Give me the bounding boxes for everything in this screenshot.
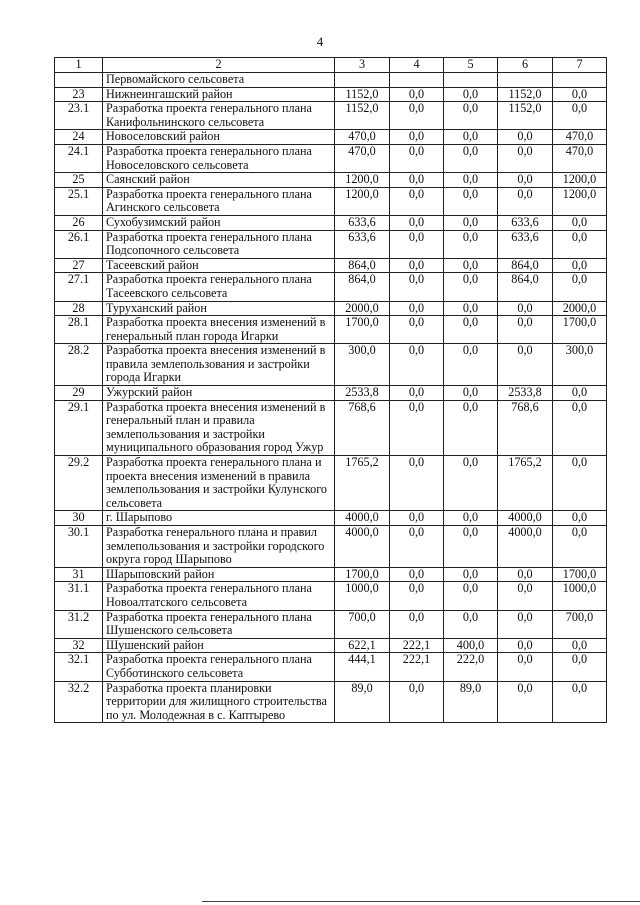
col-7-value: 1700,0 [553,316,607,344]
col-7-value: 0,0 [553,638,607,653]
row-number: 26.1 [55,230,103,258]
col-4-value: 0,0 [390,456,444,511]
col-3-value: 470,0 [335,130,390,145]
row-number: 25.1 [55,187,103,215]
col-4-value: 0,0 [390,511,444,526]
table-row [55,173,607,188]
col-4-value: 0,0 [390,301,444,316]
col-3-value: 864,0 [335,258,390,273]
col-3-value: 633,6 [335,215,390,230]
footer-rule [202,901,640,902]
header-col-2: 2 [103,58,335,73]
col-5-value: 0,0 [444,610,498,638]
col-5-value: 0,0 [444,273,498,301]
col-3-value: 2533,8 [335,386,390,401]
row-name: Разработка проекта генерального плана и проекта внесения изменений в правила землепользования и застройки Кулунского сельсовета [103,456,335,511]
table-row [55,215,607,230]
col-7-value: 1200,0 [553,187,607,215]
col-5-value: 222,0 [444,653,498,681]
row-number: 30 [55,511,103,526]
col-7-value: 300,0 [553,344,607,386]
col-5-value: 0,0 [444,144,498,172]
col-4-value: 0,0 [390,215,444,230]
col-4-value: 0,0 [390,258,444,273]
col-6-value: 2533,8 [498,386,553,401]
col-4-value: 222,1 [390,638,444,653]
col-5-value: 0,0 [444,130,498,145]
col-3-value: 300,0 [335,344,390,386]
row-number: 32.2 [55,681,103,723]
col-3-value: 1000,0 [335,582,390,610]
table-row [55,273,607,301]
col-7-value: 0,0 [553,456,607,511]
col-7-value: 700,0 [553,610,607,638]
col-6-value: 0,0 [498,582,553,610]
row-name: Новоселовский район [103,130,335,145]
col-7-value: 0,0 [553,102,607,130]
table-row [55,230,607,258]
table-row [55,73,607,88]
col-4-value: 0,0 [390,344,444,386]
row-name: Разработка проекта генерального плана Новоалтатского сельсовета [103,582,335,610]
row-name: Шарыповский район [103,567,335,582]
table-row [55,258,607,273]
col-7-value: 0,0 [553,526,607,568]
row-number: 24 [55,130,103,145]
row-number: 31.1 [55,582,103,610]
row-name: г. Шарыпово [103,511,335,526]
col-6-value: 864,0 [498,273,553,301]
row-name: Разработка проекта генерального плана Шушенского сельсовета [103,610,335,638]
col-4-value [390,73,444,88]
col-3-value: 633,6 [335,230,390,258]
col-7-value: 1200,0 [553,173,607,188]
col-7-value: 1700,0 [553,567,607,582]
row-number: 24.1 [55,144,103,172]
col-4-value: 0,0 [390,400,444,455]
table-row [55,456,607,511]
col-7-value: 470,0 [553,130,607,145]
col-6-value: 0,0 [498,567,553,582]
row-number: 31 [55,567,103,582]
row-number: 27.1 [55,273,103,301]
col-5-value: 0,0 [444,582,498,610]
table-row [55,400,607,455]
col-3-value: 1200,0 [335,173,390,188]
row-name: Сухобузимский район [103,215,335,230]
col-5-value: 0,0 [444,301,498,316]
col-3-value: 470,0 [335,144,390,172]
col-6-value: 864,0 [498,258,553,273]
row-number: 30.1 [55,526,103,568]
col-6-value: 4000,0 [498,511,553,526]
col-5-value: 0,0 [444,102,498,130]
col-3-value: 1765,2 [335,456,390,511]
row-name: Нижнеингашский район [103,87,335,102]
col-6-value: 1152,0 [498,87,553,102]
col-6-value [498,73,553,88]
col-7-value: 1000,0 [553,582,607,610]
col-6-value: 0,0 [498,638,553,653]
table-row [55,344,607,386]
col-5-value [444,73,498,88]
col-6-value: 4000,0 [498,526,553,568]
row-name: Разработка проекта генерального плана Тасеевского сельсовета [103,273,335,301]
col-5-value: 400,0 [444,638,498,653]
col-4-value: 0,0 [390,567,444,582]
row-number: 23 [55,87,103,102]
col-7-value: 0,0 [553,511,607,526]
row-name: Разработка проекта генерального плана Канифольнинского сельсовета [103,102,335,130]
row-number [55,73,103,88]
row-name: Разработка генерального плана и правил землепользования и застройки городского округа город Шарыпово [103,526,335,568]
col-3-value [335,73,390,88]
col-7-value [553,73,607,88]
col-5-value: 0,0 [444,567,498,582]
col-4-value: 222,1 [390,653,444,681]
col-5-value: 0,0 [444,511,498,526]
table-row [55,582,607,610]
header-col-1: 1 [55,58,103,73]
col-4-value: 0,0 [390,87,444,102]
col-6-value: 1152,0 [498,102,553,130]
table-row [55,638,607,653]
col-4-value: 0,0 [390,230,444,258]
col-3-value: 864,0 [335,273,390,301]
col-5-value: 0,0 [444,386,498,401]
row-number: 29 [55,386,103,401]
col-4-value: 0,0 [390,386,444,401]
row-name: Разработка проекта генерального плана Подсопочного сельсовета [103,230,335,258]
row-number: 31.2 [55,610,103,638]
row-number: 32.1 [55,653,103,681]
col-4-value: 0,0 [390,144,444,172]
row-name: Разработка проекта внесения изменений в правила землепользования и застройки города Игарки [103,344,335,386]
col-4-value: 0,0 [390,316,444,344]
col-6-value: 0,0 [498,144,553,172]
col-6-value: 0,0 [498,173,553,188]
row-name: Разработка проекта внесения изменений в генеральный план и правила землепользования и застройки муниципального образования город Ужур [103,400,335,455]
col-4-value: 0,0 [390,582,444,610]
col-5-value: 0,0 [444,215,498,230]
table-row [55,386,607,401]
table-row [55,130,607,145]
col-7-value: 0,0 [553,400,607,455]
col-5-value: 89,0 [444,681,498,723]
header-col-7: 7 [553,58,607,73]
row-number: 26 [55,215,103,230]
col-3-value: 1152,0 [335,87,390,102]
col-5-value: 0,0 [444,87,498,102]
table-row [55,653,607,681]
row-number: 28.2 [55,344,103,386]
header-col-5: 5 [444,58,498,73]
col-3-value: 1700,0 [335,567,390,582]
col-7-value: 2000,0 [553,301,607,316]
table-row [55,610,607,638]
col-3-value: 2000,0 [335,301,390,316]
row-name: Разработка проекта планировки территории для жилищного строительства по ул. Молодежная в с. Каптырево [103,681,335,723]
col-3-value: 1200,0 [335,187,390,215]
row-number: 29.1 [55,400,103,455]
col-3-value: 444,1 [335,653,390,681]
col-3-value: 1700,0 [335,316,390,344]
row-name: Туруханский район [103,301,335,316]
row-number: 25 [55,173,103,188]
col-7-value: 0,0 [553,386,607,401]
col-7-value: 0,0 [553,215,607,230]
col-5-value: 0,0 [444,230,498,258]
row-number: 28 [55,301,103,316]
row-name: Первомайского сельсовета [103,73,335,88]
col-7-value: 470,0 [553,144,607,172]
col-3-value: 622,1 [335,638,390,653]
col-4-value: 0,0 [390,130,444,145]
col-4-value: 0,0 [390,526,444,568]
table-row [55,102,607,130]
col-6-value: 0,0 [498,653,553,681]
col-4-value: 0,0 [390,173,444,188]
col-4-value: 0,0 [390,610,444,638]
row-name: Ужурский район [103,386,335,401]
col-5-value: 0,0 [444,344,498,386]
table-row [55,316,607,344]
col-7-value: 0,0 [553,87,607,102]
col-5-value: 0,0 [444,187,498,215]
col-6-value: 0,0 [498,187,553,215]
table-row [55,681,607,723]
table-row [55,87,607,102]
header-col-6: 6 [498,58,553,73]
col-5-value: 0,0 [444,173,498,188]
row-number: 29.2 [55,456,103,511]
row-name: Саянский район [103,173,335,188]
col-7-value: 0,0 [553,681,607,723]
table-row [55,567,607,582]
col-7-value: 0,0 [553,230,607,258]
col-3-value: 1152,0 [335,102,390,130]
col-6-value: 0,0 [498,130,553,145]
col-3-value: 4000,0 [335,526,390,568]
col-7-value: 0,0 [553,273,607,301]
row-name: Разработка проекта внесения изменений в генеральный план города Игарки [103,316,335,344]
row-number: 28.1 [55,316,103,344]
col-6-value: 0,0 [498,610,553,638]
header-col-3: 3 [335,58,390,73]
row-number: 32 [55,638,103,653]
row-number: 23.1 [55,102,103,130]
col-4-value: 0,0 [390,187,444,215]
col-7-value: 0,0 [553,258,607,273]
col-4-value: 0,0 [390,273,444,301]
col-6-value: 633,6 [498,215,553,230]
col-3-value: 768,6 [335,400,390,455]
col-5-value: 0,0 [444,526,498,568]
row-name: Разработка проекта генерального плана Новоселовского сельсовета [103,144,335,172]
col-4-value: 0,0 [390,681,444,723]
col-4-value: 0,0 [390,102,444,130]
table-header-row [55,58,607,73]
col-6-value: 633,6 [498,230,553,258]
col-6-value: 0,0 [498,301,553,316]
col-3-value: 700,0 [335,610,390,638]
row-number: 27 [55,258,103,273]
col-3-value: 89,0 [335,681,390,723]
col-6-value: 768,6 [498,400,553,455]
col-5-value: 0,0 [444,258,498,273]
table-row [55,187,607,215]
col-5-value: 0,0 [444,456,498,511]
row-name: Шушенский район [103,638,335,653]
budget-table [54,57,607,723]
table-row [55,526,607,568]
row-name: Разработка проекта генерального плана Агинского сельсовета [103,187,335,215]
col-5-value: 0,0 [444,400,498,455]
row-name: Тасеевский район [103,258,335,273]
header-col-4: 4 [390,58,444,73]
table-row [55,144,607,172]
table-row [55,301,607,316]
col-6-value: 0,0 [498,681,553,723]
col-7-value: 0,0 [553,653,607,681]
col-6-value: 1765,2 [498,456,553,511]
page-number: 4 [316,34,324,49]
col-3-value: 4000,0 [335,511,390,526]
col-6-value: 0,0 [498,344,553,386]
row-name: Разработка проекта генерального плана Субботинского сельсовета [103,653,335,681]
table-row [55,511,607,526]
col-5-value: 0,0 [444,316,498,344]
col-6-value: 0,0 [498,316,553,344]
